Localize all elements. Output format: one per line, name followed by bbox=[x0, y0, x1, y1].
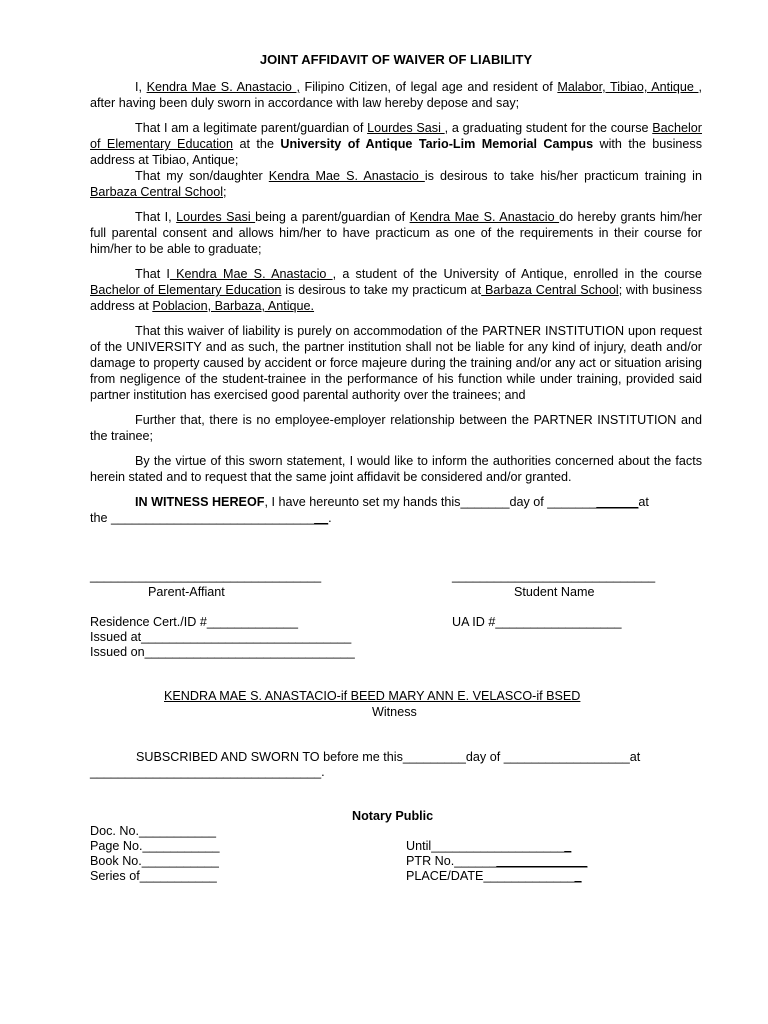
practicum-place: Barbaza Central School bbox=[90, 185, 224, 199]
text: at bbox=[638, 495, 649, 509]
page-no-field: Page No.___________ bbox=[90, 839, 220, 853]
blank: _ bbox=[574, 869, 582, 883]
parent-signature-line: _________________________________ bbox=[90, 569, 322, 583]
text: PLACE/DATE_____________ bbox=[406, 869, 575, 883]
text: is desirous to take his/her practicum training in bbox=[424, 169, 702, 183]
parent-name: Lourdes Sasi bbox=[176, 210, 256, 224]
text: do hereby grants him/her full parental consent and allows him/her to have practicum as one of the requirements in their course for him/her to be able to graduate; bbox=[90, 210, 703, 256]
text: at the bbox=[233, 137, 281, 151]
paragraph-consent bbox=[90, 209, 702, 257]
text: , I have hereunto set my hands this_______day of _______ bbox=[264, 495, 597, 509]
subscribed-sworn-line: SUBSCRIBED AND SWORN TO before me this_________day of __________________at bbox=[136, 750, 641, 764]
witness-location-line bbox=[90, 510, 702, 526]
notary-public-heading: Notary Public bbox=[352, 809, 434, 823]
place-date-field bbox=[406, 868, 582, 884]
paragraph-witness-hereof bbox=[90, 494, 702, 510]
blank: __ bbox=[314, 511, 329, 525]
text: the _____________________________ bbox=[90, 511, 315, 525]
witness-names: KENDRA MAE S. ANASTACIO-if BEED MARY ANN E. VELASCO-if BSED bbox=[164, 689, 581, 703]
address-part-2: Tibiao, Antique bbox=[610, 80, 699, 94]
business-address: Poblacion, Barbaza, Antique. bbox=[152, 299, 315, 313]
text: , after having been duly sworn in accordance with law hereby depose and say; bbox=[90, 80, 702, 110]
text: That my son/daughter bbox=[135, 169, 269, 183]
parent-name: Lourdes Sasi bbox=[367, 121, 445, 135]
text: ; with business address at bbox=[90, 283, 702, 313]
paragraph-guardian bbox=[90, 120, 702, 168]
paragraph-no-employment: Further that, there is no employee-employer relationship between the PARTNER INSTITUTION and the trainee; bbox=[90, 413, 702, 443]
residence-cert-field: Residence Cert./ID #_____________ bbox=[90, 615, 298, 629]
parent-affiant-label: Parent-Affiant bbox=[148, 585, 225, 599]
paragraph-request: By the virtue of this sworn statement, I would like to inform the authorities concerned about the facts herein stated and to request that the same joint affidavit be considered and/or granted. bbox=[90, 454, 702, 484]
document-title: JOINT AFFIDAVIT OF WAIVER OF LIABILITY bbox=[259, 52, 533, 67]
student-name: Kendra Mae S. Anastacio bbox=[169, 267, 333, 281]
blank: _____________ bbox=[496, 854, 588, 868]
ptr-no-field bbox=[406, 853, 587, 869]
series-of-field: Series of___________ bbox=[90, 869, 217, 883]
affidavit-document bbox=[90, 52, 702, 526]
student-name-label: Student Name bbox=[514, 585, 595, 599]
text: , a student of the University of Antique, enrolled in the course bbox=[332, 267, 702, 281]
ua-id-field: UA ID #__________________ bbox=[452, 615, 622, 629]
text: Until___________________ bbox=[406, 839, 565, 853]
text: That I am a legitimate parent/guardian of bbox=[135, 121, 368, 135]
blank: _ bbox=[564, 839, 572, 853]
witness-label: Witness bbox=[372, 705, 417, 719]
student-signature-line: _____________________________ bbox=[452, 569, 656, 583]
course-name: Bachelor of Elementary Education bbox=[90, 121, 702, 151]
text: That I bbox=[135, 267, 170, 281]
blank: ______ bbox=[596, 495, 639, 509]
declarant-name: Kendra Mae S. Anastacio , bbox=[146, 80, 300, 94]
text: , a graduating student for the course bbox=[444, 121, 653, 135]
text: _________________________________ bbox=[90, 765, 322, 779]
issued-at-field: Issued at______________________________ bbox=[90, 630, 352, 644]
witness-hereof-heading: IN WITNESS HEREOF bbox=[135, 495, 265, 509]
text: being a parent/guardian of bbox=[255, 210, 410, 224]
paragraph-declarant bbox=[90, 79, 702, 111]
paragraph-student bbox=[90, 266, 702, 314]
text: . bbox=[328, 511, 332, 525]
address-part-1: Malabor, bbox=[557, 80, 610, 94]
doc-no-field: Doc. No.___________ bbox=[90, 824, 217, 838]
text: with the business address at Tibiao, Antique; bbox=[90, 137, 702, 167]
course-name: Bachelor of Elementary Education bbox=[90, 283, 282, 297]
student-name: Kendra Mae S. Anastacio bbox=[409, 210, 560, 224]
text: PTR No.______ bbox=[406, 854, 497, 868]
school-name: University of Antique Tario-Lim Memorial Campus bbox=[280, 137, 594, 151]
text: ; bbox=[223, 185, 227, 199]
sworn-location-line bbox=[90, 764, 325, 780]
paragraph-waiver: That this waiver of liability is purely on accommodation of the PARTNER INSTITUTION upon request of the UNIVERSITY and as such, the partner institution shall not be liable for any kind of injury, death and/or damage to property caused by accident or force majeure during the training and/or any act or situation arising from negligence of the student-trainee in the performance of his function while under training, provided said partner institution has exercised good parental authority over the trainees; and bbox=[90, 324, 702, 402]
paragraph-practicum bbox=[90, 168, 702, 200]
text: I, bbox=[135, 80, 147, 94]
until-field bbox=[406, 838, 571, 854]
text: . bbox=[321, 765, 325, 779]
book-no-field: Book No.___________ bbox=[90, 854, 219, 868]
issued-on-field: Issued on______________________________ bbox=[90, 645, 355, 659]
text: is desirous to take my practicum at bbox=[281, 283, 482, 297]
text: Filipino Citizen, of legal age and resident of bbox=[299, 80, 558, 94]
practicum-place: Barbaza Central School bbox=[481, 283, 619, 297]
student-name: Kendra Mae S. Anastacio bbox=[268, 169, 425, 183]
text: That I, bbox=[135, 210, 177, 224]
